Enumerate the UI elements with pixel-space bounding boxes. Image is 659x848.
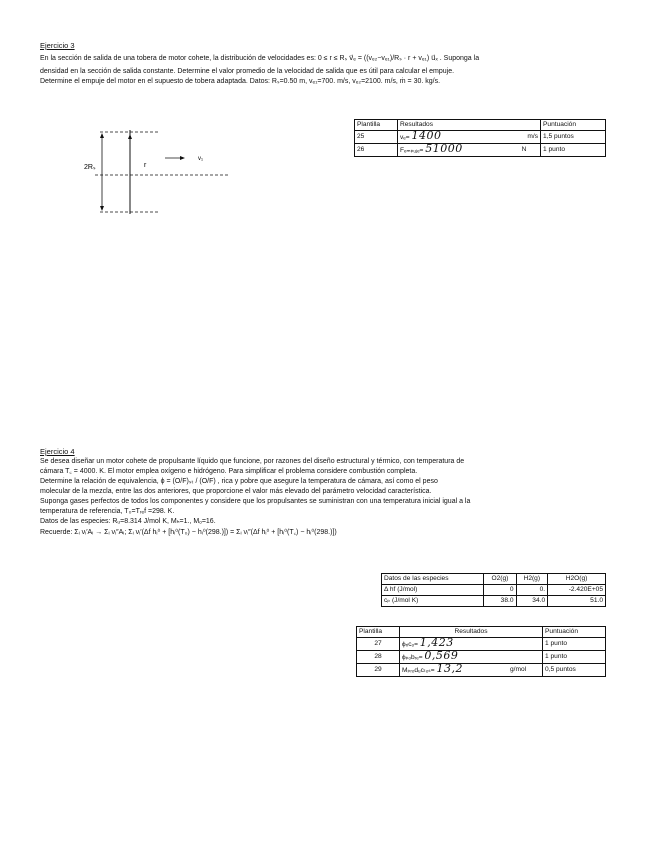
table-row	[382, 596, 606, 607]
score-cell: 1 punto	[543, 651, 606, 664]
unit-cell: g/mol	[508, 664, 543, 677]
result-label: Fₑₘₚᵤⱼₑ=	[400, 147, 424, 154]
handwritten-value: 1,423	[419, 636, 454, 649]
header-o2: O2(g)	[484, 574, 516, 585]
table-row	[355, 144, 606, 157]
exercise-4-block	[40, 447, 630, 538]
table-row	[357, 651, 606, 664]
exercise-4-line-3: Determine la relación de equivalencia, ϕ = (O/F)ₛₜ / (O/F) , rica y pobre que asegure la temperatura de cámara, así como el peso	[40, 478, 438, 485]
exercise-4-line-1: Se desea diseñar un motor cohete de propulsante líquido que funcione, por razones del diseño estructural y térmico, con temperatura de	[40, 458, 465, 465]
diameter-arrow-bottom	[100, 206, 104, 211]
score-cell: 1 punto	[543, 638, 606, 651]
plantilla-cell: 25	[355, 131, 398, 144]
unit-cell: N	[508, 144, 541, 157]
header-puntuacion: Puntuación	[541, 120, 606, 131]
table-header-row	[382, 574, 606, 585]
unit-cell: m/s	[508, 131, 541, 144]
exercise-4-line-6: temperatura de referencia, T₀=Tᵣₑf =298. K.	[40, 508, 175, 515]
header-species: Datos de las especies	[382, 574, 484, 585]
handwritten-value: 51000	[425, 142, 463, 155]
exercise-3-line-2: densidad en la sección de salida constante. Determine el valor promedio de la velocidad de salida que es útil para calcular el empuje.	[40, 68, 455, 75]
label-r: r	[144, 162, 147, 169]
plantilla-cell: 27	[357, 638, 400, 651]
result-label: Mₚᵣₒdᵤcₜₒₛ=	[402, 667, 435, 674]
species-row-label: cₚ (J/mol K)	[382, 596, 484, 607]
exercise-4-title: Ejercicio 4	[40, 447, 75, 456]
label-v1: v₁	[198, 156, 204, 162]
header-resultados: Resultados	[400, 627, 543, 638]
species-row-label: Δ hf (J/mol)	[382, 585, 484, 596]
label-2rs: 2Rₛ	[84, 164, 96, 171]
radius-arrow-head	[128, 134, 132, 139]
header-resultados: Resultados	[398, 120, 541, 131]
exercise-4-line-4: molecular de la mezcla, entre las dos anteriores, que proporcione el valor más elevado del parámetro velocidad característica.	[40, 488, 432, 495]
species-data-table	[381, 573, 606, 607]
unit-cell	[508, 651, 543, 664]
handwritten-value: 13,2	[436, 662, 463, 675]
velocity-arrow-head	[180, 156, 185, 160]
species-value: -2.420E+05	[548, 585, 606, 596]
species-value: 0	[484, 585, 516, 596]
exercise-4-line-5: Suponga gases perfectos de todos los componentes y considere que los propulsantes se suministran con una temperatura inicial igual a la	[40, 498, 471, 505]
unit-cell	[508, 638, 543, 651]
score-cell: 1,5 puntos	[541, 131, 606, 144]
table-row	[355, 131, 606, 144]
score-cell: 1 punto	[541, 144, 606, 157]
exercise-3-results-table	[354, 119, 606, 157]
exercise-3-block	[40, 41, 630, 87]
species-value: 34.0	[516, 596, 548, 607]
table-row	[357, 664, 606, 677]
score-cell: 0,5 puntos	[543, 664, 606, 677]
exercise-4-line-2: cámara T꜀ = 4000. K. El motor emplea oxígeno e hidrógeno. Para simplificar el problema considere combustión completa.	[40, 468, 418, 475]
result-label: ϕᵣᵢcₒ=	[402, 641, 418, 648]
exercise-4-results-table	[356, 626, 606, 677]
species-value: 38.0	[484, 596, 516, 607]
exercise-4-line-8: Recuerde: Σᵢ νᵢ′Aᵢ → Σᵢ νᵢ″Aᵢ; Σᵢ νᵢ′(Δf hᵢ⁰ + [hᵢ⁰(T₀) − hᵢ⁰(298.)]) = Σᵢ νᵢ″(Δf hᵢ⁰ + [hᵢ⁰(T꜀) − hᵢ⁰(298.)])	[40, 529, 337, 536]
result-label: ϕₚₒbᵣₑ=	[402, 654, 423, 661]
header-h2o: H2O(g)	[548, 574, 606, 585]
diameter-arrow-top	[100, 133, 104, 138]
header-plantilla: Plantilla	[355, 120, 398, 131]
handwritten-value: 0,569	[424, 649, 459, 662]
table-header-row	[355, 120, 606, 131]
handwritten-value: 1400	[411, 129, 442, 142]
plantilla-cell: 26	[355, 144, 398, 157]
header-h2: H2(g)	[516, 574, 548, 585]
exercise-3-title: Ejercicio 3	[40, 41, 75, 50]
plantilla-cell: 28	[357, 651, 400, 664]
exercise-4-line-7: Datos de las especies: Rᵤ=8.314 J/mol K, Mₕ=1., Mₒ=16.	[40, 518, 216, 525]
species-value: 51.0	[548, 596, 606, 607]
exercise-3-line-3: Determine el empuje del motor en el supuesto de tobera adaptada. Datos: Rₛ=0.50 m, vₑ₁=700. m/s, vₑ₂=2100. m/s, ṁ = 30. kg/s.	[40, 78, 441, 85]
table-row	[357, 638, 606, 651]
nozzle-exit-diagram	[70, 122, 250, 222]
header-puntuacion: Puntuación	[543, 627, 606, 638]
species-value: 0.	[516, 585, 548, 596]
table-row	[382, 585, 606, 596]
result-label: vₑ=	[400, 134, 410, 141]
exercise-3-line-1: En la sección de salida de una tobera de motor cohete, la distribución de velocidades es: 0 ≤ r ≤ Rₛ v⃗ₑ = ((vₑ₂−vₑ₁)/Rₛ · r + vₑ₁) u⃗ₓ . Suponga la	[40, 55, 480, 62]
table-header-row	[357, 627, 606, 638]
header-plantilla: Plantilla	[357, 627, 400, 638]
plantilla-cell: 29	[357, 664, 400, 677]
